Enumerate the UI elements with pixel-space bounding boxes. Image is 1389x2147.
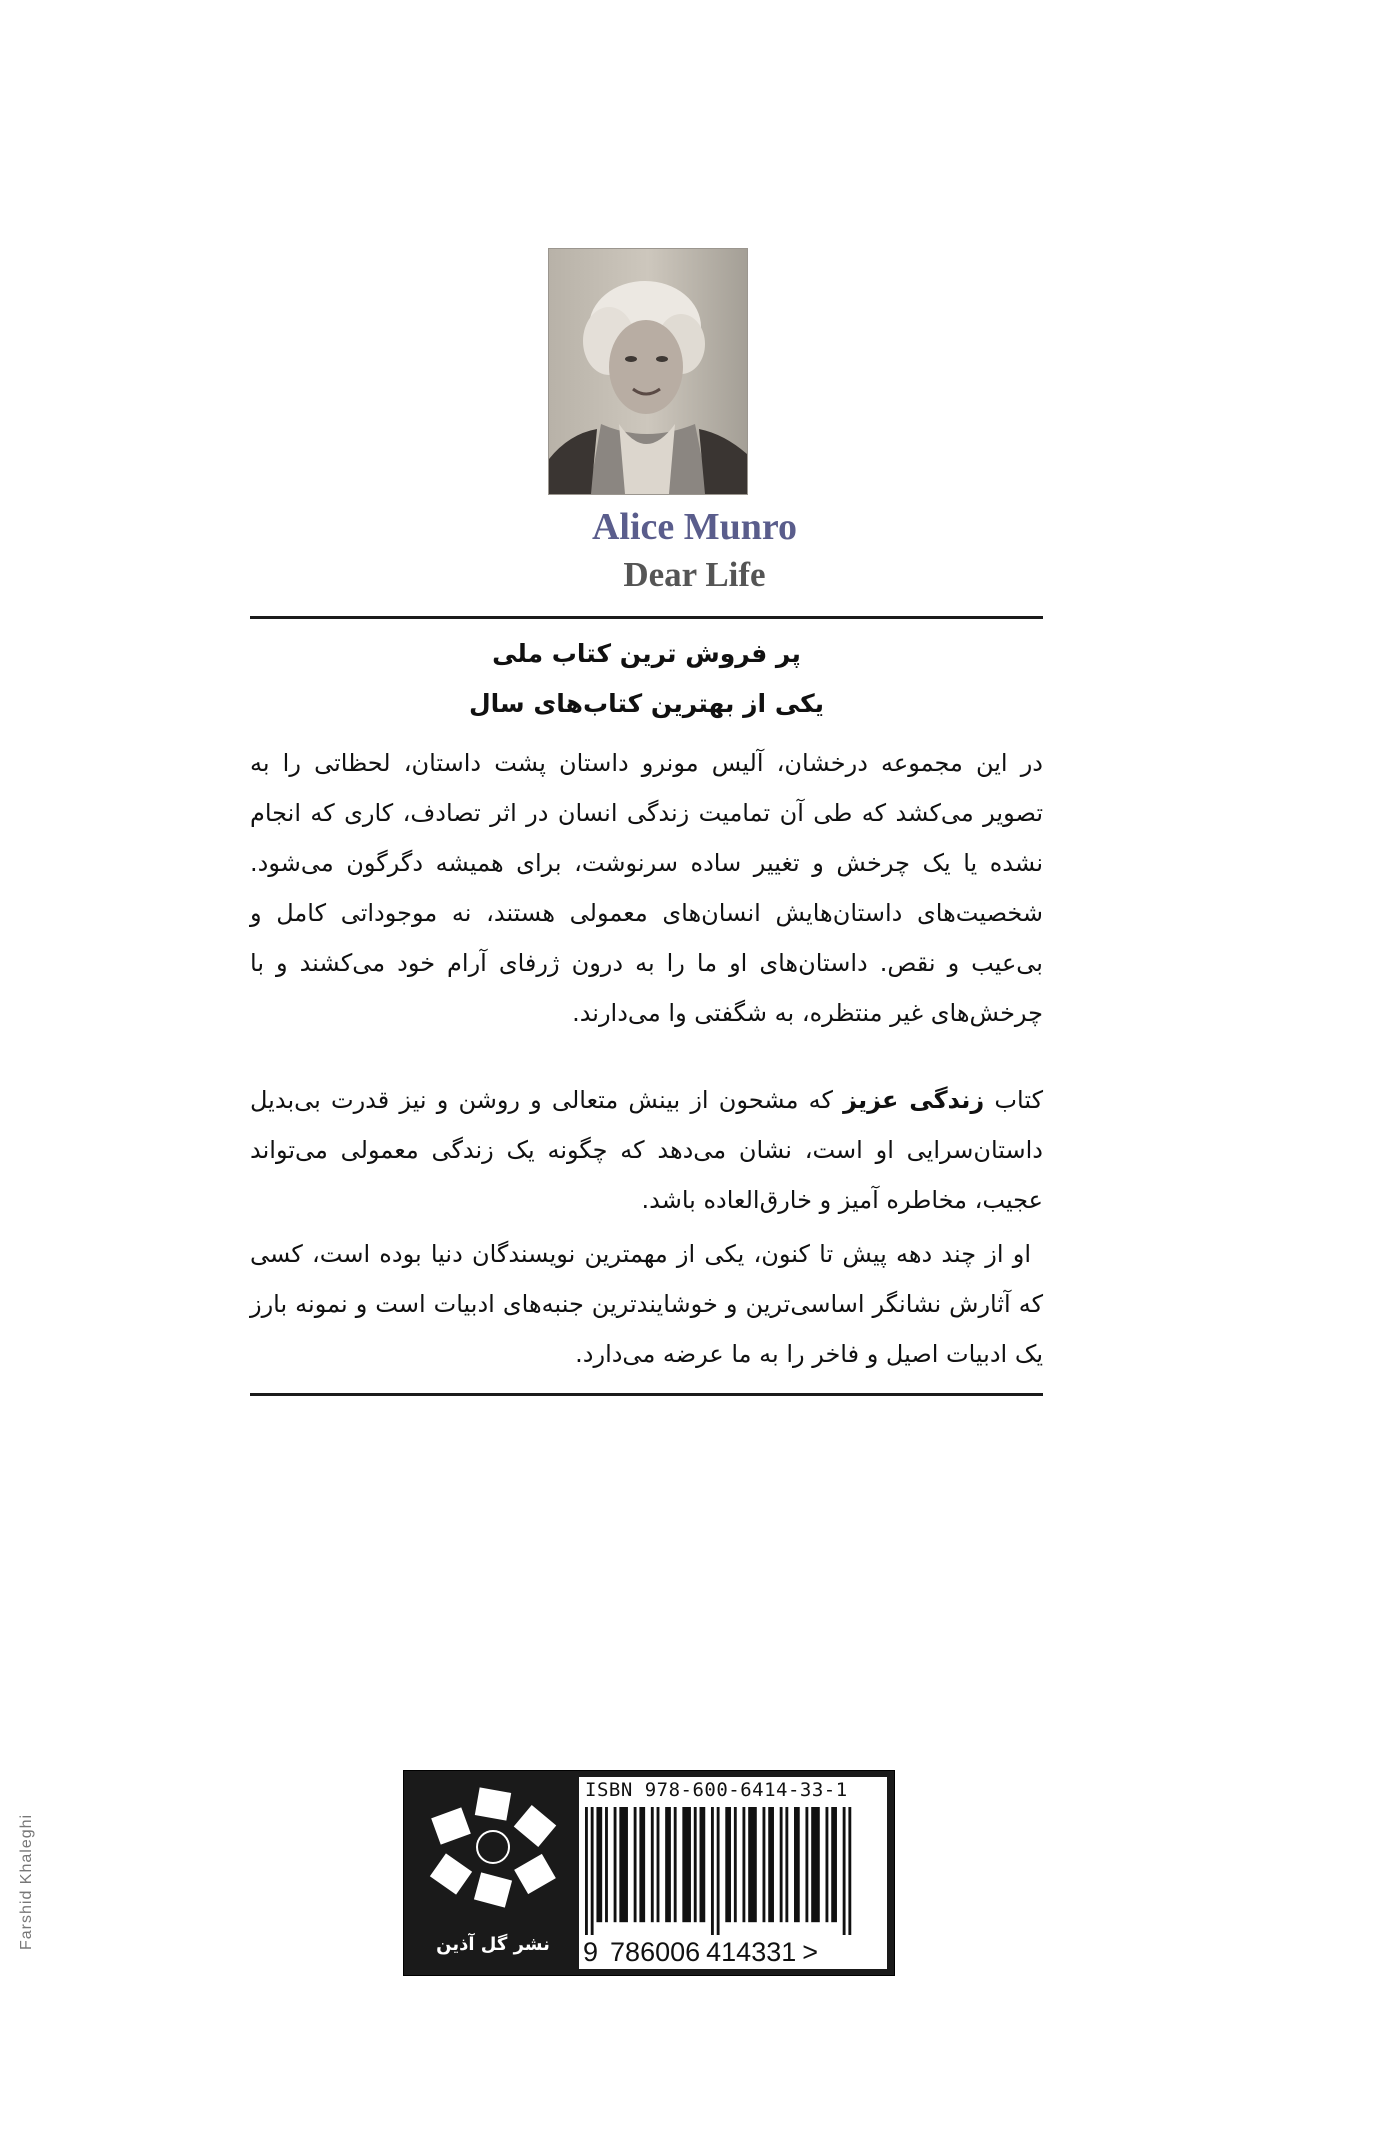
barcode-right-group: 414331 [706,1937,797,1967]
barcode-lead-digit: 9 [583,1937,599,1967]
barcode-bars [585,1807,857,1935]
book-title-persian: زندگی عزیز [843,1086,985,1114]
barcode-digits [583,1937,818,1968]
designer-credit: Farshid Khaleghi [18,1813,35,1950]
publisher-name: نشر گل آذین [436,1934,550,1955]
author-name: Alice Munro [591,506,798,548]
bestseller-heading: پر فروش ترین کتاب ملی [492,639,801,668]
blurb-paragraph-3: او از چند دهه پیش تا کنون، یکی از مهمترین نویسندگان دنیا بوده است، کسی که آثارش نشانگر اساسی‌ترین و خوشایندترین جنبه‌های ادبیات است و نمونه بارز یک ادبیات اصیل و فاخر را به ما عرضه می‌دارد. [250,1240,1043,1368]
paragraph-2-lead: کتاب [994,1086,1043,1114]
paragraph-2-rest: که مشحون از بینش متعالی و روشن و نیز قدرت بی‌بدیل داستان‌سرایی او است، نشان می‌دهد که چگونه یک زندگی معمولی می‌تواند عجیب، مخاطره آمیز و خارق‌العاده باشد. [250,1086,1043,1214]
top-divider [250,616,1043,619]
book-title: Dear Life [623,555,766,594]
best-books-heading: یکی از بهترین کتاب‌های سال [468,689,825,718]
author-photo [548,248,748,495]
isbn-number: ISBN 978-600-6414-33-1 [585,1779,848,1801]
barcode [579,1777,887,1969]
publisher-logo [414,1783,572,1963]
barcode-left-group: 786006 [610,1937,701,1967]
bottom-divider [250,1393,1043,1396]
publisher-flower-icon [414,1783,572,1913]
blurb-paragraph-1: در این مجموعه درخشان، آلیس مونرو داستان پشت داستان، لحظاتی را به تصویر می‌کشد که طی آن تمامیت زندگی انسان در اثر تصادف، کاری که انجام نشده یا یک چرخش و تغییر ساده سرنوشت، برای همیشه دگرگون می‌شود. شخصیت‌های داستان‌هایش انسان‌های معمولی هستند، نه موجوداتی کامل و بی‌عیب و نقص. داستان‌های او ما را به درون ژرفای آرام خود می‌کشند و با چرخش‌های غیر منتظره، به شگفتی وا می‌دارند. [250,749,1043,1027]
barcode-arrow: > [802,1937,819,1967]
blurb-paragraph-2 [250,1075,1043,1225]
isbn-block [403,1770,895,1976]
